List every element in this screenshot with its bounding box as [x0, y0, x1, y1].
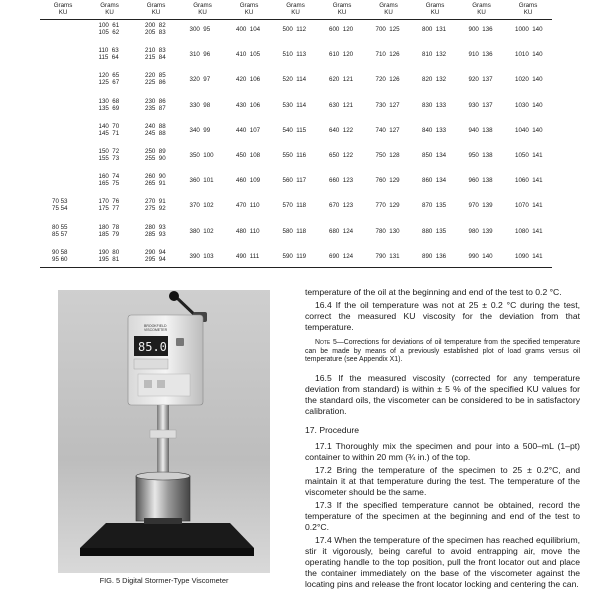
column-header: [183, 2, 223, 16]
table-cell: 890 136: [422, 252, 447, 260]
table-cell: 940 138: [468, 126, 493, 134]
paragraph-17-3: 17.3 If the specified temperature cannot be obtained, record the temperature of the specimen at the beginning and end of the test to 0.2°C.: [305, 499, 580, 532]
column-header-bottom: KU: [337, 9, 347, 16]
table-cell: 670 123: [329, 202, 354, 210]
table-cell: 770 129: [375, 202, 400, 210]
column-header-top: Grams: [286, 2, 305, 9]
table-cell: 100 61 105 62: [98, 22, 120, 36]
table-cell: 490 111: [236, 252, 260, 260]
column-header: [508, 2, 548, 16]
paragraph-16-5: 16.5 If the measured viscosity (corrected for any temperature deviation from standard) is within ± 5 % of the specified KU values for the standard oils, the viscometer can be considered to be in satisfactory calibration.: [305, 372, 580, 416]
table-cell: 420 106: [236, 76, 261, 84]
table-cell: 530 114: [282, 101, 307, 109]
table-cell: 1080 141: [515, 227, 543, 235]
table-cell: 450 108: [236, 152, 261, 159]
table-cell: 930 137: [468, 101, 493, 109]
column-header-top: Grams: [193, 2, 212, 9]
column-header-bottom: KU: [430, 9, 440, 16]
column-header: [322, 2, 362, 16]
table-cell: 740 127: [375, 126, 400, 134]
column-header-bottom: KU: [105, 9, 114, 16]
table-row: [40, 72, 552, 88]
table-cell: 1030 140: [515, 101, 543, 109]
table-cell: 170 76 175 77: [98, 198, 120, 213]
figure-caption: FIG. 5 Digital Stormer-Type Viscometer: [99, 576, 229, 585]
column-header-top: Grams: [518, 2, 538, 9]
column-header: [43, 2, 83, 16]
note-text: 5—Corrections for deviations of oil temperature from the specified temperature can be made by means of a previously established plot of load grams versus oil temperature (see Appendix X1).: [305, 339, 580, 364]
viscometer-illustration: [58, 290, 270, 573]
table-cell: 870 135: [422, 202, 447, 210]
table-cell: 280 93 285 93: [145, 223, 166, 238]
column-header-top: Grams: [53, 2, 73, 9]
table-cell: 580 118: [282, 227, 307, 235]
column-header-bottom: KU: [58, 9, 68, 16]
column-header-top: Grams: [425, 2, 445, 9]
table-cell: 780 130: [375, 227, 400, 235]
table-cell: 150 72 155 73: [98, 148, 120, 162]
column-header-top: Grams: [332, 2, 352, 9]
table-cell: 910 136: [468, 51, 493, 59]
table-cell: 140 70 145 71: [98, 122, 120, 137]
table-cell: 300 95: [189, 26, 211, 33]
column-header: [462, 2, 502, 16]
table-cell: 640 122: [329, 126, 354, 134]
table-cell: 480 110: [236, 227, 260, 235]
table-row: [40, 123, 552, 139]
table-cell: 470 110: [236, 202, 260, 210]
paragraph-17-2: 17.2 Bring the temperature of the specimen to 25 ± 0.2°C, and maintain it at that temperature during the test. The temperature of the viscometer should be the same.: [305, 464, 580, 497]
table-cell: 730 127: [375, 101, 400, 109]
table-row: [40, 47, 552, 63]
table-cell: 320 97: [189, 76, 211, 84]
table-cell: 690 124: [329, 252, 354, 260]
digital-display: 85.0: [138, 340, 167, 354]
header-rule: [40, 19, 552, 20]
table-header: [40, 0, 552, 19]
table-cell: 240 88 245 88: [145, 122, 166, 137]
table-row: [40, 224, 552, 240]
table-cell: 430 106: [236, 101, 261, 109]
table-cell: 600 120: [329, 26, 354, 33]
table-cell: 900 136: [468, 26, 493, 33]
table-cell: 310 96: [189, 51, 211, 59]
table-cell: 380 102: [189, 227, 214, 235]
table-row: [40, 148, 552, 164]
table-cell: 950 138: [468, 152, 493, 159]
ku-conversion-table: [40, 0, 552, 263]
section-heading-procedure: 17. Procedure: [305, 424, 359, 435]
table-cell: 110 63 115 64: [98, 47, 119, 62]
column-header-top: Grams: [146, 2, 166, 9]
table-cell: 340 99: [189, 126, 211, 134]
table-cell: 1020 140: [515, 76, 543, 84]
table-cell: 130 68 135 69: [98, 97, 120, 112]
table-cell: 810 132: [422, 51, 447, 59]
table-cell: 970 139: [468, 202, 493, 210]
table-cell: 1090 141: [515, 252, 543, 260]
column-header-top: Grams: [379, 2, 398, 9]
table-cell: 720 126: [375, 76, 400, 84]
column-header-top: Grams: [472, 2, 491, 9]
table-cell: 190 80 195 81: [98, 248, 120, 263]
paragraph-17-1: 17.1 Thoroughly mix the specimen and pour into a 500–mL (1–pt) container to within 20 mm (¾ in.) of the top.: [305, 440, 580, 462]
table-cell: 610 120: [329, 51, 354, 59]
procedure-text-column: [305, 287, 580, 592]
table-cell: 400 104: [236, 26, 261, 33]
table-cell: 840 133: [422, 126, 447, 134]
device-label-line1: BROOKFIELD: [144, 324, 167, 328]
viscometer-photo: [58, 290, 270, 573]
paragraph-17-4: 17.4 When the temperature of the specimen has reached equilibrium, stir it vigorously, being careful to avoid entrapping air, move the operating handle to the top position, pull the front locator out and place the container immediately on the base of the viscometer against the locating pins and release the front locator locking and centering the can.: [305, 534, 580, 589]
table-cell: 330 98: [189, 101, 211, 109]
column-header: [136, 2, 176, 16]
table-cell: 70 53 75 54: [52, 198, 68, 213]
table-cell: 410 105: [236, 51, 261, 59]
table-cell: 80 55 85 57: [52, 223, 68, 238]
column-header: [90, 2, 130, 16]
table-cell: 760 129: [375, 177, 400, 185]
table-row: [40, 173, 552, 189]
column-header-bottom: KU: [523, 9, 533, 16]
table-cell: 590 119: [282, 252, 307, 260]
table-cell: 290 94 295 94: [145, 248, 166, 263]
table-cell: 790 131: [375, 252, 400, 260]
table-cell: 680 124: [329, 227, 354, 235]
bottom-rule: [40, 267, 552, 268]
table-cell: 210 83 215 84: [145, 47, 166, 62]
note-label: Note: [315, 339, 331, 346]
table-cell: 1000 140: [515, 26, 543, 33]
paragraph-16-3-end: temperature of the oil at the beginning and end of the test to 0.2 °C.: [305, 287, 562, 297]
column-header: [229, 2, 269, 16]
table-cell: 460 109: [236, 177, 261, 185]
table-cell: 650 122: [329, 152, 354, 159]
column-header: [369, 2, 409, 16]
table-cell: 270 91 275 92: [145, 198, 166, 213]
column-header-bottom: KU: [151, 9, 161, 16]
table-cell: 1050 141: [515, 152, 543, 159]
column-header-bottom: KU: [244, 9, 254, 16]
table-cell: 850 134: [422, 152, 447, 159]
column-header: [276, 2, 316, 16]
table-cell: 750 128: [375, 152, 400, 159]
table-cell: 550 116: [282, 152, 307, 159]
table-cell: 960 138: [468, 177, 493, 185]
table-cell: 710 126: [375, 51, 400, 59]
table-row: [40, 98, 552, 114]
table-cell: 230 86 235 87: [145, 97, 166, 112]
table-cell: 350 100: [189, 152, 214, 159]
table-cell: 830 133: [422, 101, 447, 109]
table-cell: 1070 141: [515, 202, 543, 210]
table-cell: 510 113: [282, 51, 307, 59]
table-cell: 90 58 95 60: [52, 248, 68, 263]
note-5: [305, 339, 580, 365]
column-header-bottom: KU: [291, 9, 300, 16]
table-cell: 250 89 255 90: [145, 148, 166, 162]
table-cell: 360 101: [189, 177, 214, 185]
table-row: [40, 249, 552, 265]
table-cell: 880 135: [422, 227, 447, 235]
table-cell: 370 102: [189, 202, 214, 210]
table-cell: 620 121: [329, 76, 354, 84]
table-row: [40, 22, 552, 38]
table-cell: 120 65 125 67: [98, 72, 120, 87]
table-cell: 860 134: [422, 177, 447, 185]
table-cell: 660 123: [329, 177, 354, 185]
table-cell: 630 121: [329, 101, 354, 109]
table-cell: 1010 140: [515, 51, 543, 59]
column-header-bottom: KU: [477, 9, 486, 16]
table-cell: 990 140: [468, 252, 493, 260]
paragraph-16-4: 16.4 If the oil temperature was not at 25 ± 0.2 °C during the test, correct the measured KU viscosity for the deviation from that temperature.: [305, 300, 580, 332]
table-cell: 1040 140: [515, 126, 543, 134]
column-header-bottom: KU: [198, 9, 207, 16]
table-cell: 800 131: [422, 26, 447, 33]
table-cell: 520 114: [282, 76, 307, 84]
table-cell: 920 137: [468, 76, 493, 84]
table-cell: 180 78 185 79: [98, 223, 120, 238]
table-cell: 980 139: [468, 227, 493, 235]
column-header-top: Grams: [239, 2, 259, 9]
column-header-top: Grams: [100, 2, 119, 9]
table-cell: 200 82 205 83: [145, 22, 166, 36]
table-cell: 160 74 165 75: [98, 173, 120, 188]
table-row: [40, 198, 552, 214]
column-header-bottom: KU: [384, 9, 393, 16]
device-label-line2: VISCOMETER: [144, 328, 168, 332]
table-cell: 260 90 265 91: [145, 173, 166, 188]
table-cell: 560 117: [282, 177, 307, 185]
table-cell: 1060 141: [515, 177, 543, 185]
table-cell: 820 132: [422, 76, 447, 84]
table-cell: 220 85 225 86: [145, 72, 166, 87]
column-header: [415, 2, 455, 16]
table-cell: 500 112: [282, 26, 307, 33]
table-cell: 440 107: [236, 126, 261, 134]
table-cell: 390 103: [189, 252, 214, 260]
table-cell: 700 125: [375, 26, 400, 33]
table-cell: 570 118: [282, 202, 307, 210]
table-cell: 540 115: [282, 126, 307, 134]
